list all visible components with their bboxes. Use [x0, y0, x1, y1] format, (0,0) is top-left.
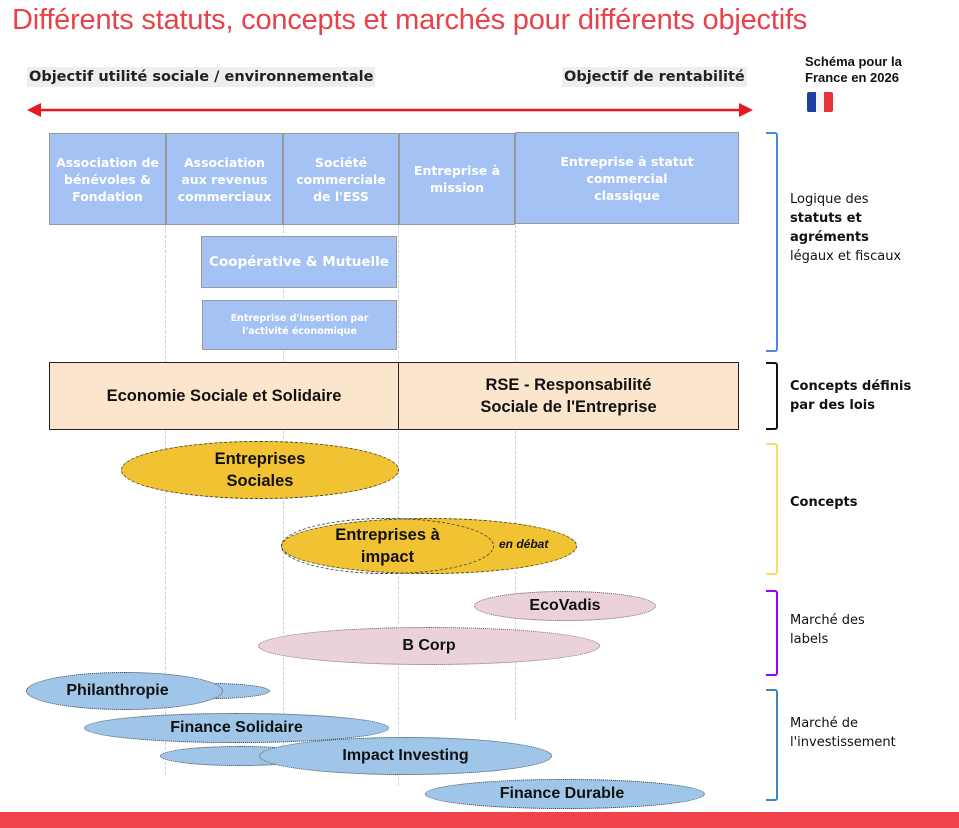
statut-association-revenus: [166, 133, 283, 225]
schema-note-line1: Schéma pour la: [805, 54, 902, 69]
ellipse-label: Finance Solidaire: [170, 719, 303, 736]
concept-ess: [49, 362, 399, 430]
section-text: Marché des: [790, 613, 865, 628]
concept-entreprises-sociales: [121, 441, 399, 499]
statut-label: Entreprise à statut commercial classique: [560, 153, 694, 203]
ellipse-label: Philanthropie: [66, 682, 169, 699]
statut-entreprise-insertion: [202, 300, 397, 350]
invest-philanthropie: [26, 672, 223, 710]
invest-impact-investing: [259, 737, 552, 775]
section-label-labels: [790, 611, 865, 649]
statut-cooperative-mutuelle: [201, 236, 397, 288]
ellipse-label: Impact Investing: [342, 747, 469, 764]
ellipse-label: B Corp: [402, 637, 456, 654]
guideline: [398, 225, 399, 785]
section-bold: Concepts: [790, 495, 858, 510]
section-label-statuts: [790, 190, 901, 266]
axis-left-label: Objectif utilité sociale / environnementale: [29, 69, 374, 85]
statut-label: Association de bénévoles & Fondation: [56, 154, 159, 204]
statut-entreprise-mission: [399, 133, 515, 225]
section-text: labels: [790, 632, 829, 647]
section-bold: agréments: [790, 230, 869, 245]
statut-label: Association aux revenus commerciaux: [177, 154, 272, 204]
section-text: Logique des: [790, 192, 869, 207]
section-label-concepts: [790, 493, 858, 512]
statut-societe-ess: [283, 133, 399, 225]
statut-entreprise-classique: [515, 132, 739, 224]
concept-entreprises-impact: [281, 518, 494, 574]
statut-association-benevoles: [49, 133, 166, 225]
schema-note: [805, 54, 935, 86]
concept-label-line2: Sociale de l'Entreprise: [480, 398, 657, 416]
label-bcorp: [258, 627, 600, 665]
invest-finance-durable: [425, 779, 705, 809]
ellipse-label-line2: impact: [360, 548, 415, 566]
page-title: Différents statuts, concepts et marchés pour différents objectifs: [12, 4, 808, 36]
footer-bar: [0, 812, 959, 828]
section-label-concepts-lois: [790, 377, 911, 415]
schema-note-line2: France en 2026: [805, 70, 899, 85]
ellipse-label: Finance Durable: [499, 785, 625, 802]
ellipse-label-line1: Entreprises: [214, 450, 306, 468]
bracket-concepts-lois: [766, 362, 778, 430]
bracket-statuts: [766, 132, 778, 352]
section-text: l'investissement: [790, 735, 896, 750]
section-label-investissement: [790, 714, 896, 752]
ellipse-label-line1: Entreprises à: [335, 526, 440, 544]
section-bold: Concepts définis: [790, 379, 912, 394]
section-bold: statuts et: [790, 211, 862, 226]
concept-label-line1: RSE - Responsabilité: [485, 376, 652, 394]
axis-right-label: Objectif de rentabilité: [564, 69, 745, 85]
section-bold: par des lois: [790, 398, 875, 413]
france-flag-icon: [807, 92, 833, 112]
ellipse-label: EcoVadis: [529, 597, 601, 614]
label-ecovadis: [474, 591, 656, 621]
statut-label: Société commerciale de l'ESS: [296, 154, 386, 204]
statut-label: Coopérative & Mutuelle: [209, 253, 389, 270]
concept-label: Economie Sociale et Solidaire: [106, 387, 342, 405]
statut-label: Entreprise à mission: [413, 163, 501, 195]
en-debat-note: en débat: [499, 537, 549, 551]
section-text: Marché de: [790, 716, 859, 731]
section-text: légaux et fiscaux: [790, 249, 902, 264]
ellipse-label-line2: Sociales: [226, 472, 294, 490]
double-arrow-icon: [25, 100, 755, 120]
bracket-concepts: [766, 443, 778, 575]
bracket-investissement: [766, 689, 778, 801]
bracket-labels: [766, 590, 778, 676]
concept-rse: [398, 362, 739, 430]
statut-label: Entreprise d'insertion par l'activité économique: [230, 313, 369, 337]
